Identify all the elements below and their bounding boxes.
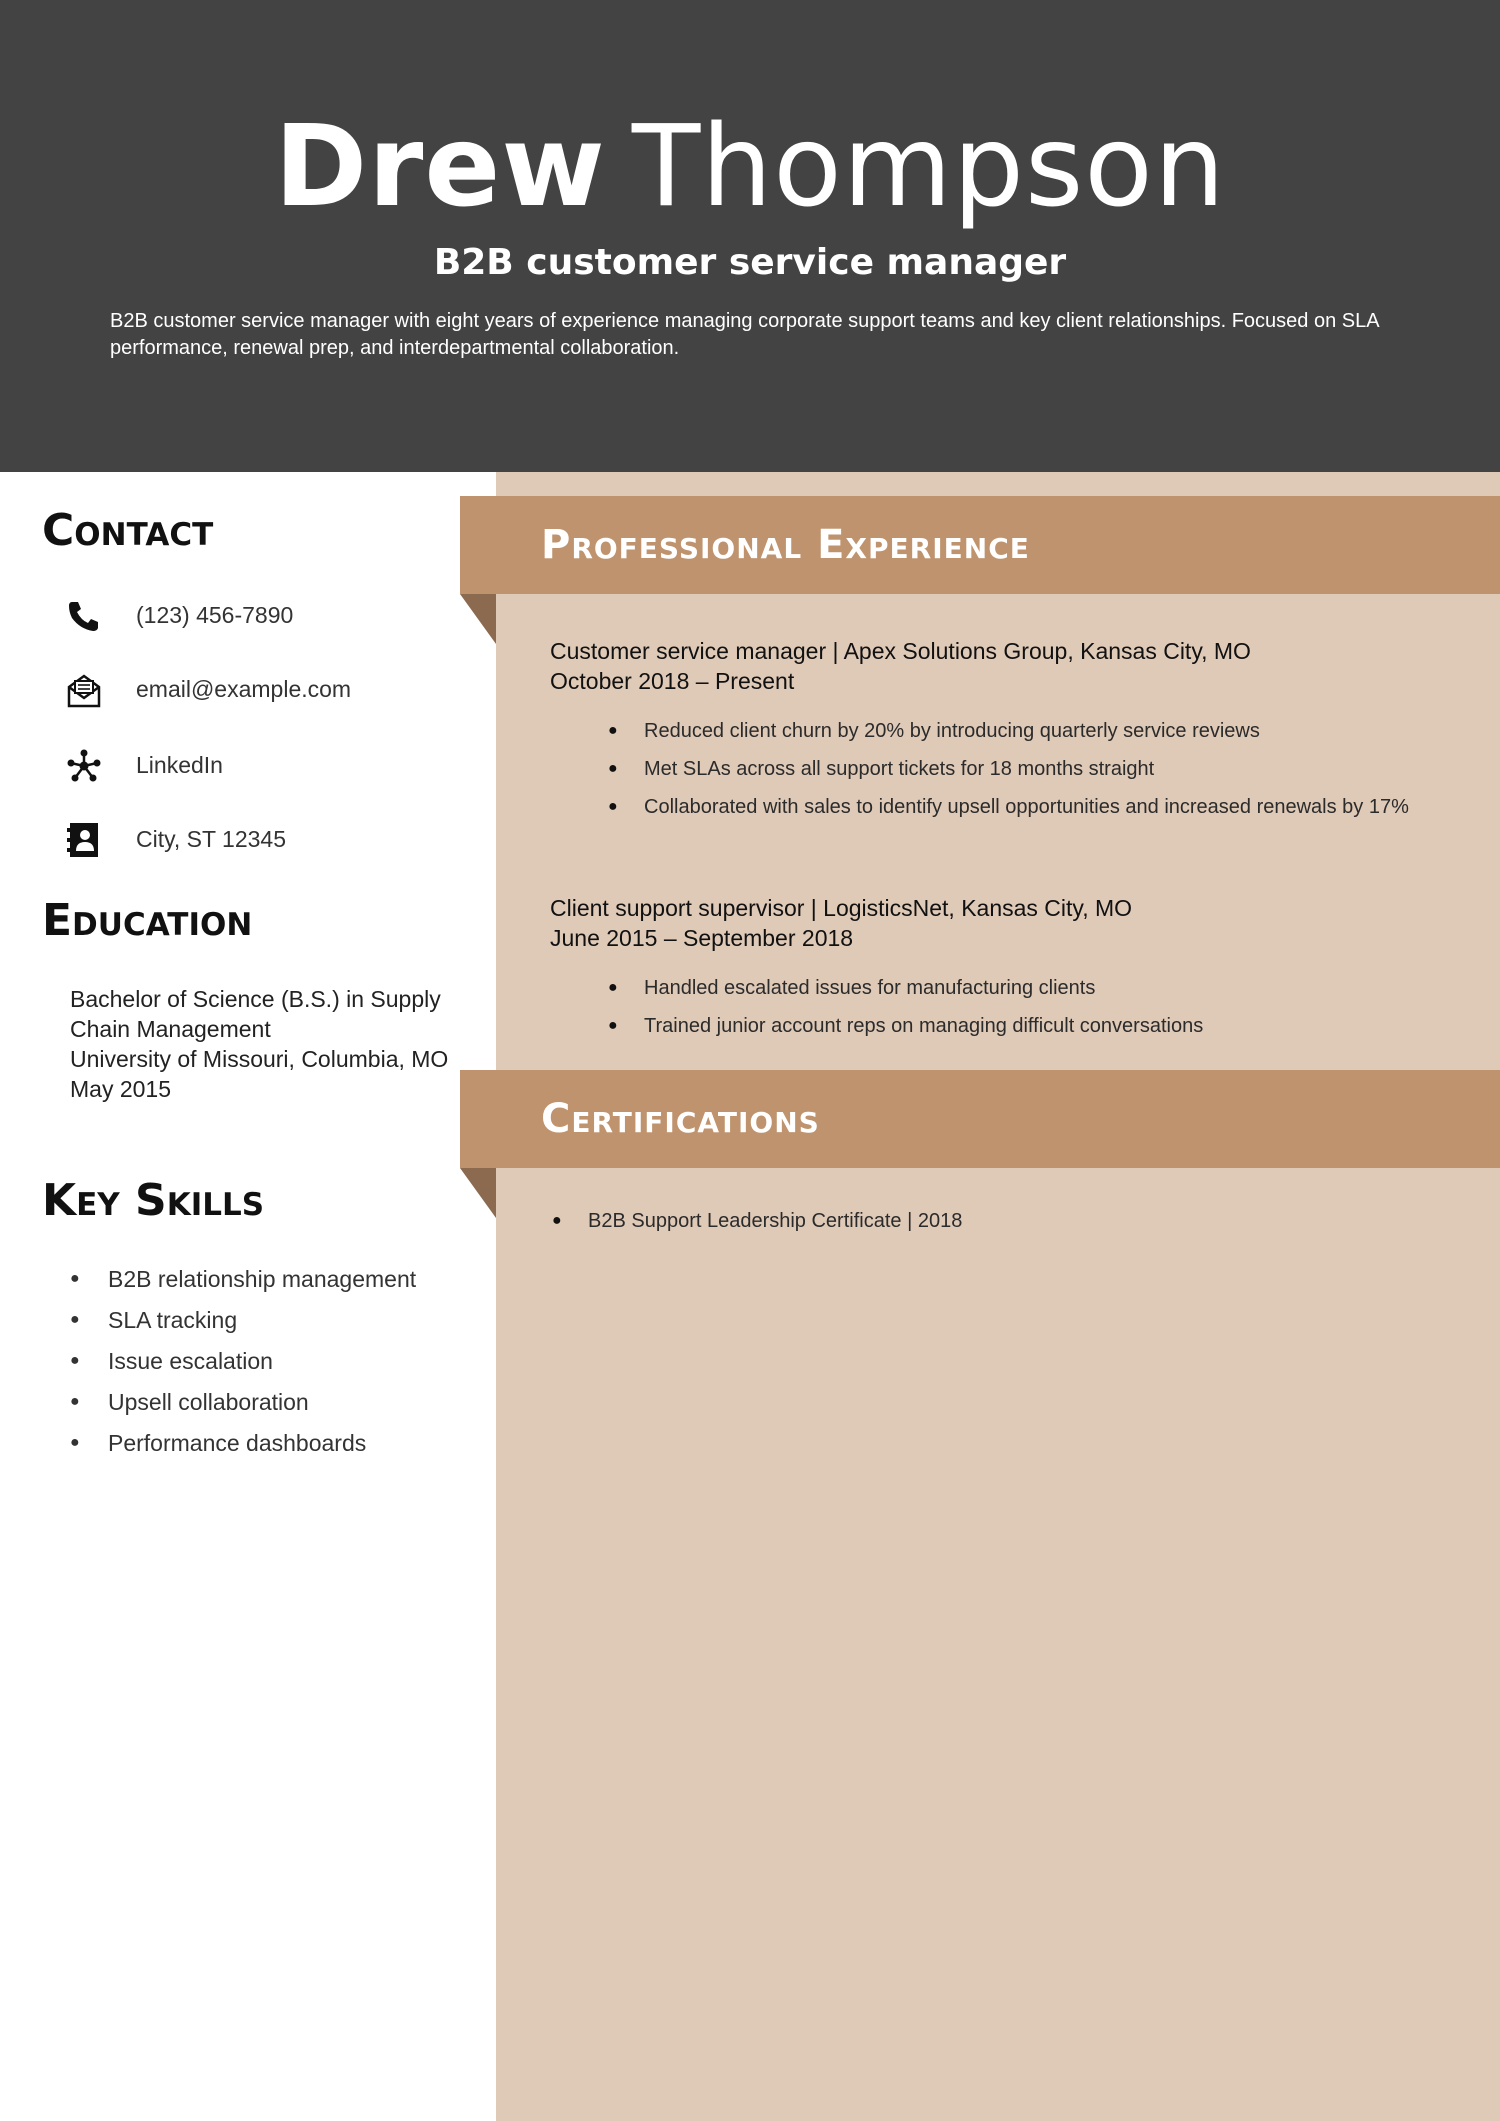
email-icon [64,670,104,710]
education-heading: Education [42,895,253,946]
list-item: ● Upsell collaboration [70,1387,416,1417]
resume-header [0,0,1500,472]
job-dates: October 2018 – Present [550,668,795,694]
profile-summary: B2B customer service manager with eight years of experience managing corporate support teams and key client relationships. Focused on SLA performance, renewal prep, and interdepartmental collaboration. [110,310,1379,359]
first-name: Drew [274,102,606,232]
list-item: ● Trained junior account reps on managing difficult conversations [608,1013,1458,1039]
job-title-line: Client support supervisor | LogisticsNet, Kansas City, MO [550,895,1133,921]
contact-heading: Contact [42,505,214,556]
candidate-name [0,102,1500,232]
contact-address [64,820,464,860]
linkedin-text[interactable]: LinkedIn [136,752,223,778]
experience-heading: Professional Experience [541,522,1030,568]
skills-heading: Key Skills [42,1175,265,1226]
skills-list [70,1264,416,1469]
experience-banner-fold [460,594,496,644]
certifications-heading: Certifications [541,1096,820,1142]
linkedin-icon [64,746,104,786]
email-text: email@example.com [136,676,352,702]
phone-text: (123) 456-7890 [136,602,294,628]
job-title-line: Customer service manager | Apex Solutions Group, Kansas City, MO [550,638,1251,664]
list-item: ● Issue escalation [70,1346,416,1376]
certifications-banner-fold [460,1168,496,1218]
list-item: ● B2B Support Leadership Certificate | 2018 [552,1208,1452,1234]
job-entry-1 [550,636,1470,696]
certifications-list [552,1208,1452,1246]
job-1-bullets [608,718,1458,832]
certifications-banner [460,1070,1500,1168]
list-item: ● Met SLAs across all support tickets for 18 months straight [608,756,1458,782]
list-item: ● Handled escalated issues for manufacturing clients [608,975,1458,1001]
list-item: ● B2B relationship management [70,1264,416,1294]
list-item: ● Performance dashboards [70,1428,416,1458]
list-item: ● SLA tracking [70,1305,416,1335]
degree-text: Bachelor of Science (B.S.) in Supply Chain Management [70,986,441,1042]
last-name: Thompson [631,102,1226,232]
list-item: ● Reduced client churn by 20% by introducing quarterly service reviews [608,718,1458,744]
school-text: University of Missouri, Columbia, MO [70,1046,449,1072]
contact-linkedin [64,746,464,786]
job-dates: June 2015 – September 2018 [550,925,854,951]
job-2-bullets [608,975,1458,1051]
graduation-date: May 2015 [70,1076,172,1102]
experience-banner [460,496,1500,594]
education-entry [70,984,450,1104]
phone-icon [64,596,104,636]
job-title: B2B customer service manager [433,242,1067,283]
contact-email [64,670,464,710]
address-icon [64,820,104,860]
list-item: ● Collaborated with sales to identify upsell opportunities and increased renewals by 17% [608,794,1458,820]
job-entry-2 [550,893,1470,953]
address-text: City, ST 12345 [136,826,287,852]
contact-phone [64,596,464,636]
